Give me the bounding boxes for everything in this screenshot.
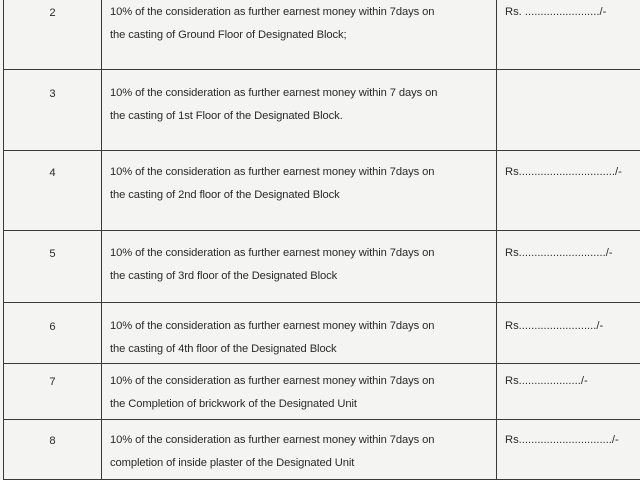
description-line: 10% of the consideration as further earnest money within 7days on — [110, 434, 435, 446]
description-line: completion of inside plaster of the Designated Unit — [110, 457, 355, 469]
amount-value: Rs.............................../- — [505, 166, 622, 178]
table-row — [4, 303, 640, 364]
description-line: 10% of the consideration as further earnest money within 7days on — [110, 247, 435, 259]
serial-number: 5 — [49, 248, 56, 260]
description-line: the casting of 1st Floor of the Designated Block. — [110, 110, 343, 122]
description-line: 10% of the consideration as further earnest money within 7days on — [110, 6, 435, 18]
description-cell — [102, 151, 497, 231]
payment-schedule-table — [3, 0, 640, 480]
serial-number-cell — [4, 70, 102, 151]
amount-cell — [497, 151, 640, 231]
description-line: the casting of 2nd floor of the Designated Block — [110, 189, 340, 201]
table-row — [4, 151, 640, 231]
amount-cell — [497, 420, 640, 480]
description-cell — [102, 364, 497, 420]
serial-number-cell — [4, 151, 102, 231]
serial-number-cell — [4, 364, 102, 420]
serial-number: 7 — [49, 376, 56, 388]
serial-number: 2 — [49, 7, 56, 19]
description-line: the Completion of brickwork of the Designated Unit — [110, 398, 357, 410]
amount-value: Rs............................../- — [505, 434, 619, 446]
amount-cell — [497, 303, 640, 364]
table-row — [4, 70, 640, 151]
serial-number: 3 — [49, 88, 56, 100]
serial-number: 6 — [49, 321, 56, 333]
amount-cell — [497, 70, 640, 151]
description-line: 10% of the consideration as further earnest money within 7days on — [110, 166, 435, 178]
amount-value: Rs........................./- — [505, 320, 604, 332]
table-row — [4, 231, 640, 303]
amount-value: Rs. ......................../- — [505, 6, 607, 18]
description-cell — [102, 0, 497, 70]
description-line: 10% of the consideration as further earnest money within 7days on — [110, 375, 435, 387]
description-line: the casting of Ground Floor of Designated Block; — [110, 29, 347, 41]
description-line: the casting of 3rd floor of the Designated Block — [110, 270, 338, 282]
serial-number-cell — [4, 0, 102, 70]
serial-number-cell — [4, 420, 102, 480]
description-cell — [102, 231, 497, 303]
description-line: 10% of the consideration as further earnest money within 7 days on — [110, 87, 438, 99]
serial-number-cell — [4, 303, 102, 364]
serial-number: 4 — [49, 167, 56, 179]
description-cell — [102, 420, 497, 480]
table-row — [4, 364, 640, 420]
serial-number-cell — [4, 231, 102, 303]
table-row — [4, 420, 640, 480]
table-row — [4, 0, 640, 70]
description-line: 10% of the consideration as further earnest money within 7days on — [110, 320, 435, 332]
amount-value: Rs............................/- — [505, 247, 613, 259]
description-cell — [102, 303, 497, 364]
amount-cell — [497, 0, 640, 70]
description-cell — [102, 70, 497, 151]
amount-value: Rs..................../- — [505, 375, 588, 387]
serial-number: 8 — [49, 435, 56, 447]
amount-cell — [497, 364, 640, 420]
amount-cell — [497, 231, 640, 303]
description-line: the casting of 4th floor of the Designated Block — [110, 343, 337, 355]
